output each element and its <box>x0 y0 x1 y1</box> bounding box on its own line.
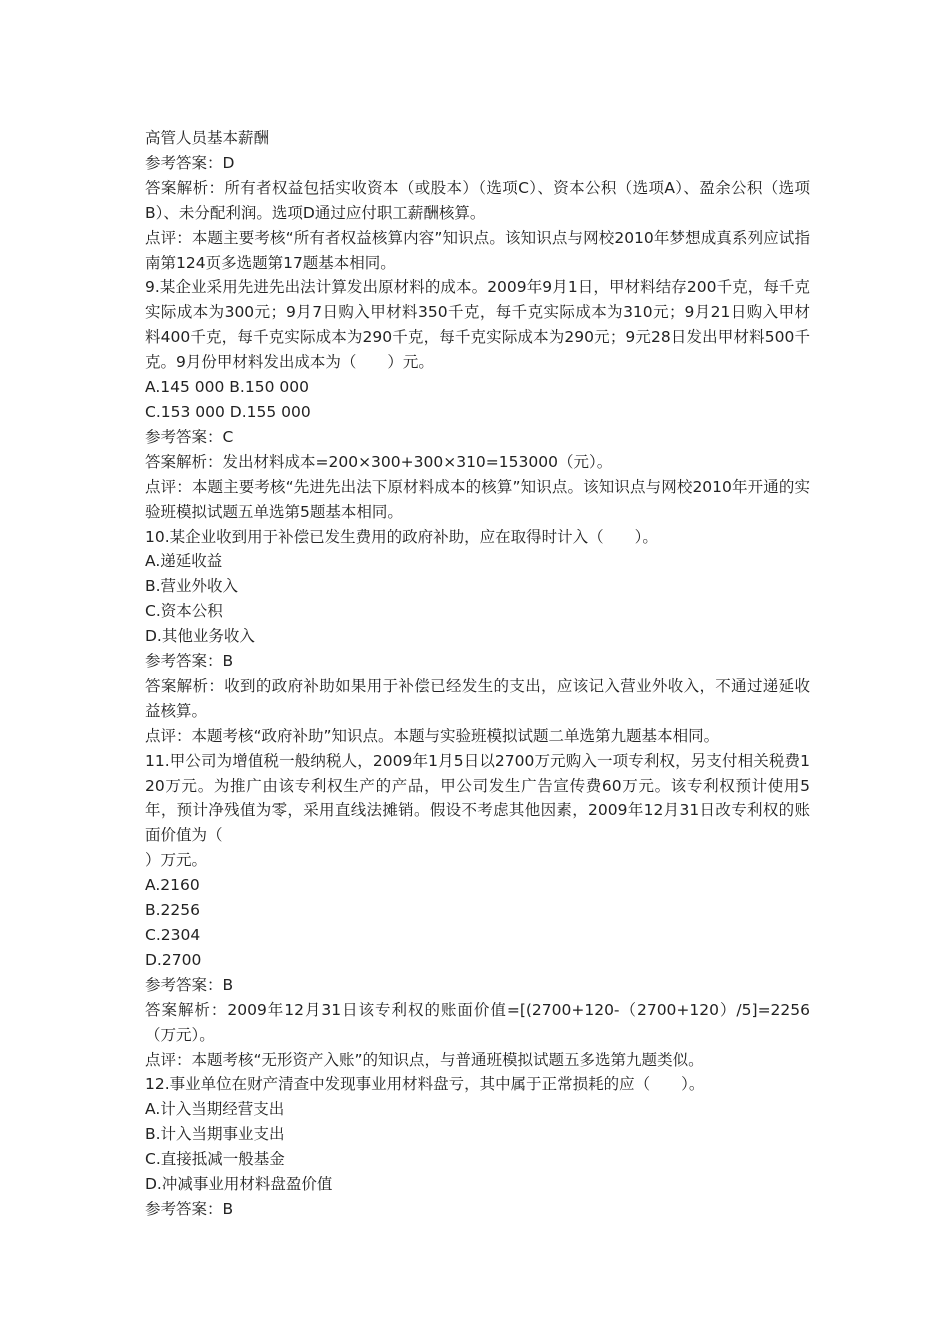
option-line: A.145 000 B.150 000 <box>145 378 309 397</box>
answer-line: 参考答案：B <box>145 975 234 994</box>
explanation-line: 答案解析：2009年12月31日该专利权的账面价值=[(2700+120-（2700+120）/5]=2256（万元）。 <box>145 1000 810 1044</box>
answer-line: 参考答案：D <box>145 153 235 172</box>
question-10: 10.某企业收到用于补偿已发生费用的政府补助，应在取得时计入（ ）。 <box>145 527 658 546</box>
option-a: A.2160 <box>145 876 200 895</box>
option-c: C.直接抵减一般基金 <box>145 1150 285 1169</box>
option-d: D.冲减事业用材料盘盈价值 <box>145 1175 333 1194</box>
answer-line: 参考答案：C <box>145 427 234 446</box>
comment-line: 点评：本题主要考核“所有者权益核算内容”知识点。该知识点与网校2010年梦想成真系列应试指南第124页多选题第17题基本相同。 <box>145 228 810 272</box>
comment-line: 点评：本题考核“无形资产入账”的知识点，与普通班模拟试题五多选第九题类似。 <box>145 1050 704 1069</box>
question-12: 12.事业单位在财产清查中发现事业用材料盘亏，其中属于正常损耗的应（ ）。 <box>145 1075 705 1094</box>
option-c: C.2304 <box>145 926 201 944</box>
answer-line: 参考答案：B <box>145 652 234 671</box>
explanation-line: 答案解析：收到的政府补助如果用于补偿已经发生的支出，应该记入营业外收入，不通过递延收益核算。 <box>145 676 810 720</box>
option-c: C.资本公积 <box>145 602 223 621</box>
text-line: 高管人员基本薪酬 <box>145 129 270 147</box>
answer-line: 参考答案：B <box>145 1199 234 1218</box>
option-b: B.2256 <box>145 901 201 920</box>
option-b: B.计入当期事业支出 <box>145 1125 285 1144</box>
document-body <box>145 126 810 1222</box>
option-d: D.2700 <box>145 950 202 969</box>
question-9: 9.某企业采用先进先出法计算发出原材料的成本。2009年9月1日，甲材料结存200千克，每千克实际成本为300元；9月7日购入甲材料350千克，每千克实际成本为310元；9月21日购入甲材料400千克，每千克实际成本为290千克，每千克实际成本为290元；9元28日发出甲材料500千克。9月份甲材料发出成本为（ ）元。 <box>145 278 810 372</box>
option-b: B.营业外收入 <box>145 577 239 596</box>
option-a: A.递延收益 <box>145 552 223 571</box>
option-line: C.153 000 D.155 000 <box>145 402 311 421</box>
comment-line: 点评：本题考核“政府补助”知识点。本题与实验班模拟试题二单选第九题基本相同。 <box>145 726 720 745</box>
explanation-line: 答案解析：发出材料成本=200×300+300×310=153000（元）。 <box>145 452 613 471</box>
explanation-line: 答案解析：所有者权益包括实收资本（或股本）（选项C）、资本公积（选项A）、盈余公积（选项B）、未分配利润。选项D通过应付职工薪酬核算。 <box>145 178 810 222</box>
question-11-tail: ）万元。 <box>145 851 208 870</box>
option-a: A.计入当期经营支出 <box>145 1100 285 1119</box>
question-11: 11.甲公司为增值税一般纳税人，2009年1月5日以2700万元购入一项专利权，另支付相关税费120万元。为推广由该专利权生产的产品，甲公司发生广告宣传费60万元。该专利权预计使用5年，预计净残值为零，采用直线法摊销。假设不考虑其他因素，2009年12月31日改专利权的账面价值为（ <box>145 751 810 845</box>
comment-line: 点评：本题主要考核“先进先出法下原材料成本的核算”知识点。该知识点与网校2010年开通的实验班模拟试题五单选第5题基本相同。 <box>145 477 810 521</box>
option-d: D.其他业务收入 <box>145 627 255 646</box>
